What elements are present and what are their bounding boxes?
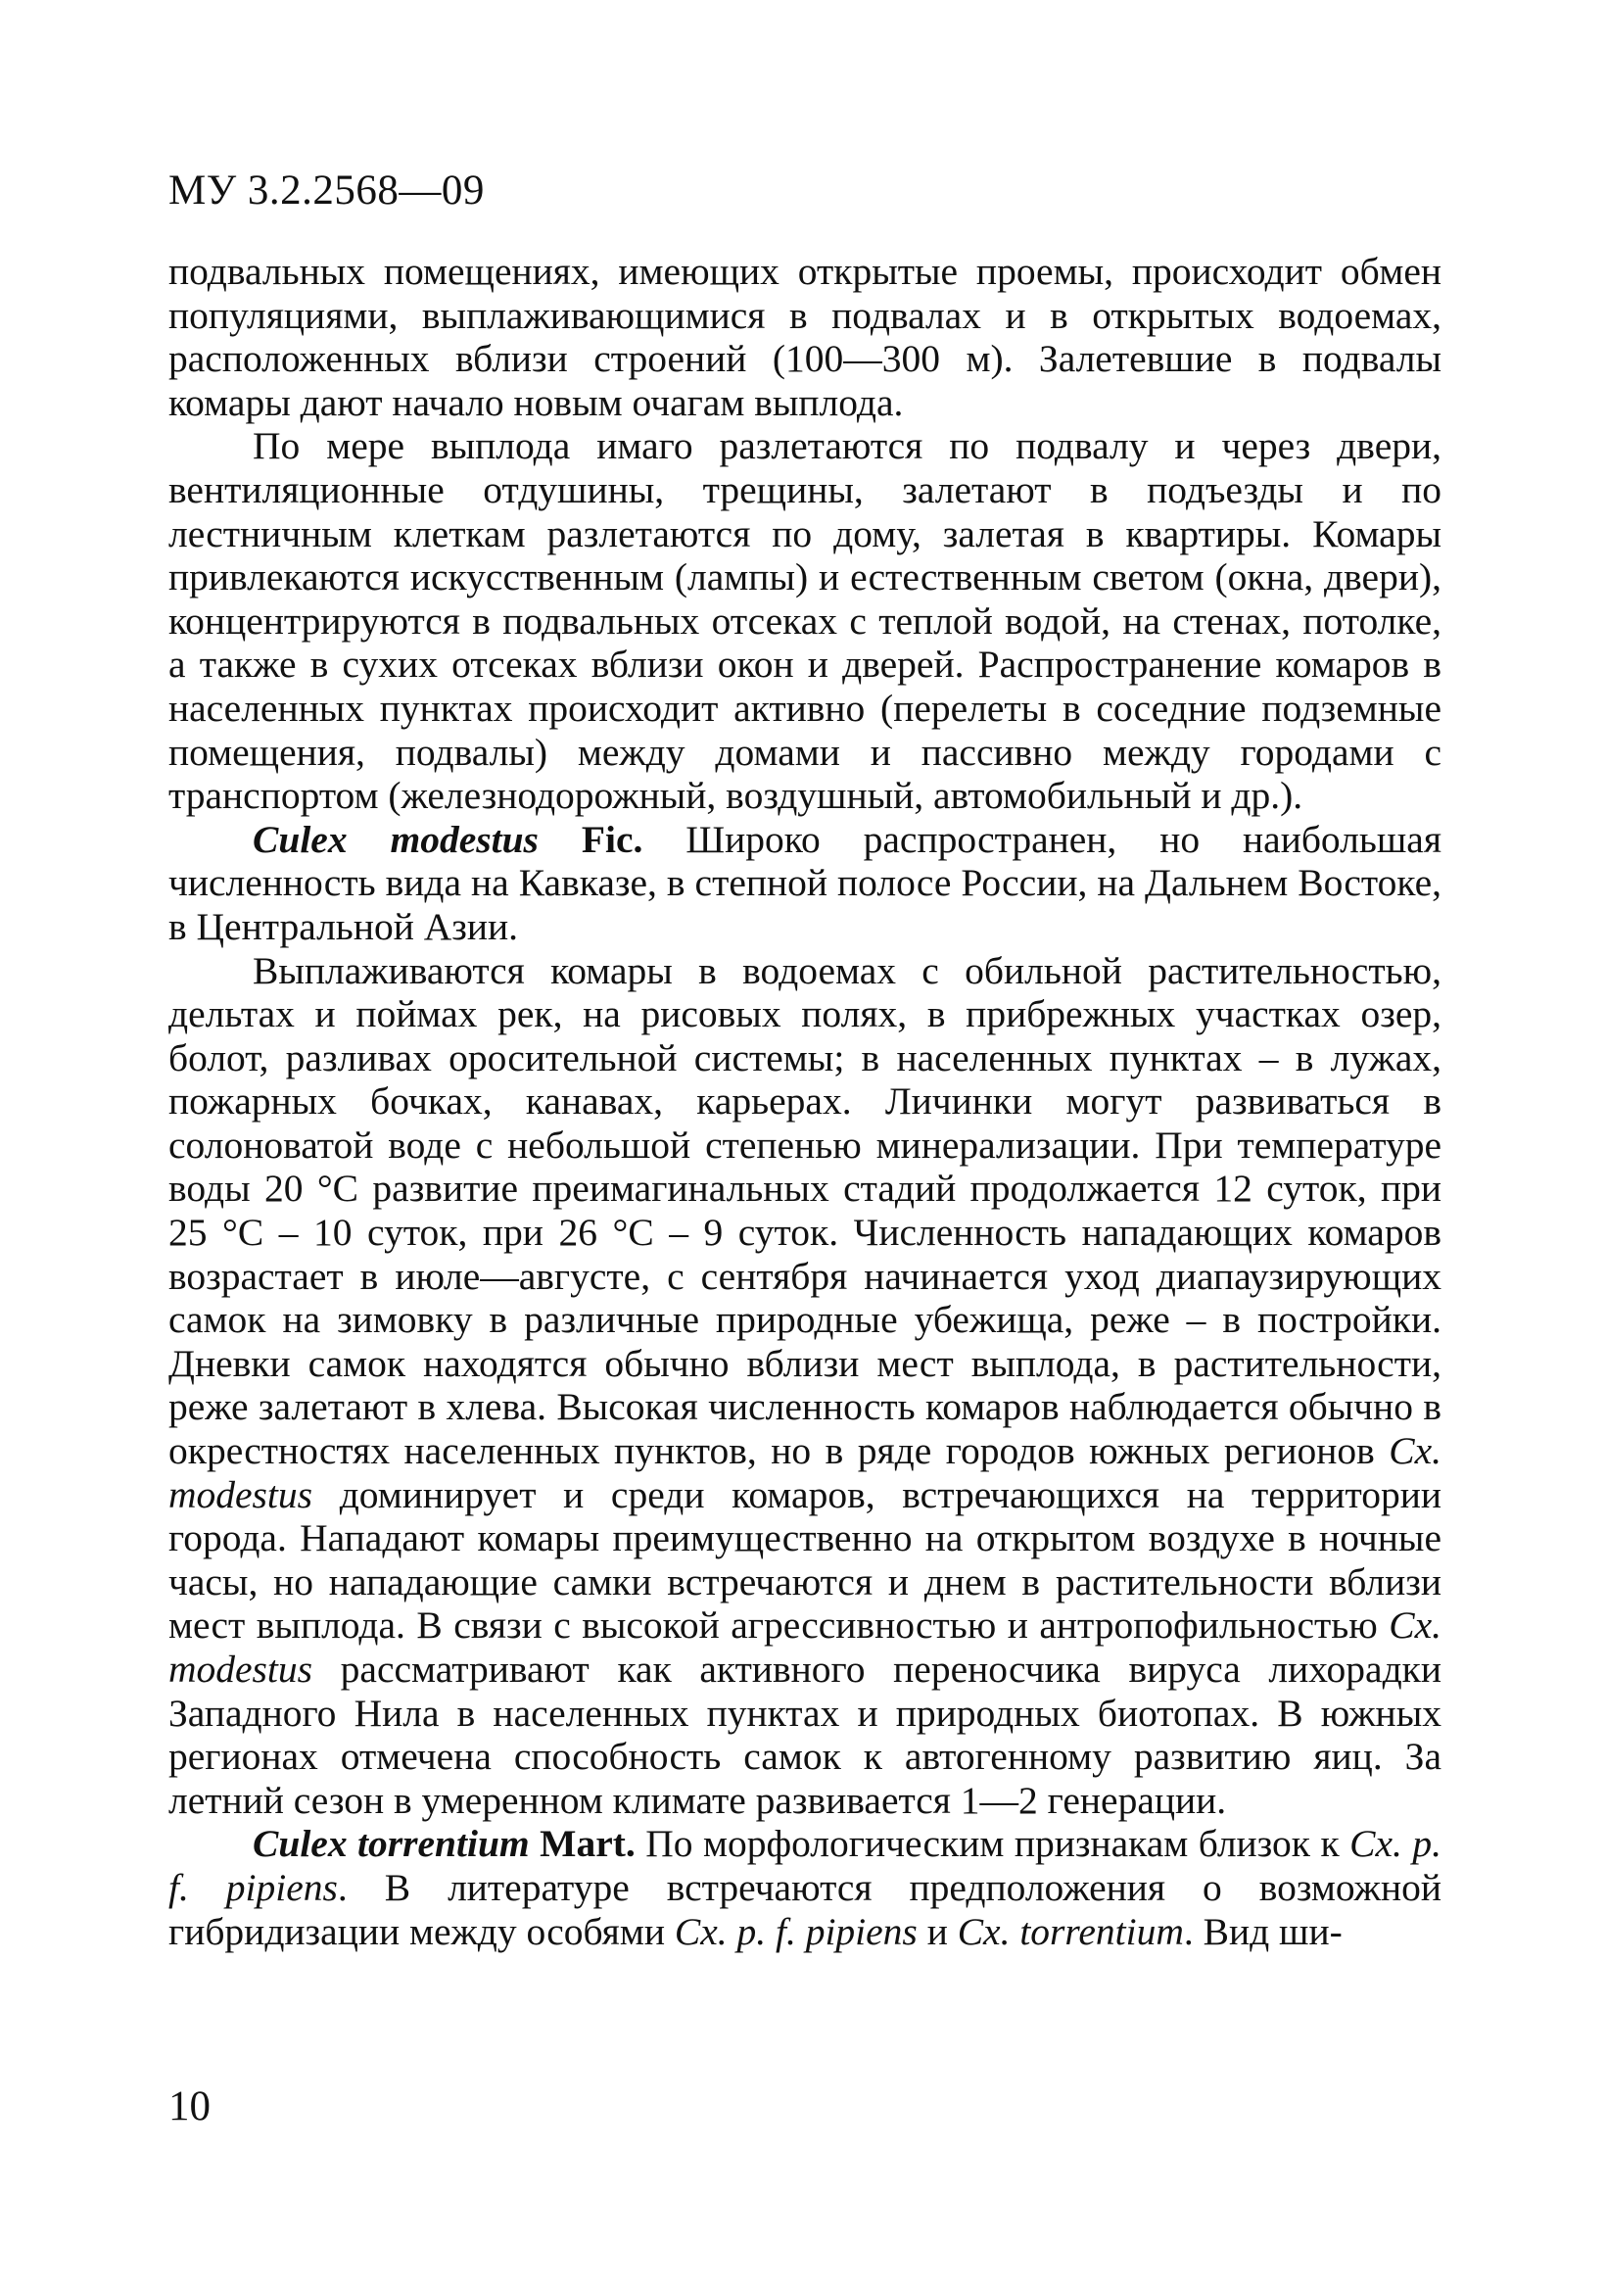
- body-text: [168, 250, 1441, 1953]
- species-author: Fic.: [581, 817, 643, 861]
- paragraph-1: подвальных помещениях, имеющих открытые проемы, происходит обмен популяциями, выплаживающимися в подвалах и в открытых водоемах, расположенных вблизи строений (100—300 м). Залетевшие в подвалы комары дают начало новым очагам выплода.: [168, 250, 1441, 424]
- paragraph-text: рассматривают как активного переносчика вируса лихорадки Западного Нила в населенных пунктах и природных биотопах. В южных регионах отмечена способность самок к автогенному развитию яиц. За летний сезон в умеренном климате развивается 1—2 генерации.: [168, 1648, 1441, 1822]
- paragraph-text: . Вид ши-: [1183, 1909, 1343, 1953]
- page-number: 10: [168, 2083, 211, 2129]
- paragraph-text: доминирует и среди комаров, встречающихся на территории города. Нападают комары преимущественно на открытом воздухе в ночные часы, но нападающие самки встречаются и днем в растительности вблизи мест выплода. В связи с высокой агрессивностью и антропофильностью: [168, 1472, 1441, 1648]
- paragraph-text: . В литературе встречаются предположения о возможной гибридизации между особями: [168, 1865, 1442, 1953]
- paragraph-text: и: [917, 1909, 958, 1953]
- paragraph-text: Выплаживаются комары в водоемах с обильной растительностью, дельтах и поймах рек, на рисовых полях, в прибрежных участках озер, болот, разливах оросительной системы; в населенных пунктах – в лужах, пожарных бочках, канавах, карьерах. Личинки могут развиваться в солоноватой воде с небольшой степенью минерализации. При температуре воды 20 °С развитие преимагинальных стадий продолжается 12 суток, при 25 °С – 10 суток, при 26 °С – 9 суток. Численность нападающих комаров возрастает в июле—августе, с сентября начинается уход диапаузирующих самок на зимовку в различные природные убежища, реже – в постройки. Дневки самок находятся обычно вблизи мест выплода, в растительности, реже залетают в хлева. Высокая численность комаров наблюдается обычно в окрестностях населенных пунктов, но в ряде городов южных регионов: [168, 948, 1441, 1473]
- species-abbrev: Cx. modestus: [168, 1429, 1441, 1516]
- paragraph-text: По морфологическим признакам близок к: [635, 1822, 1350, 1866]
- species-abbrev: Cx. torrentium: [957, 1909, 1184, 1953]
- species-author: Mart.: [540, 1822, 636, 1866]
- species-abbrev: Cx. modestus: [168, 1603, 1441, 1691]
- species-abbrev: Cx. p. f. pipiens: [168, 1822, 1441, 1909]
- paragraph-3: [168, 818, 1441, 949]
- species-name: Culex torrentium: [253, 1822, 530, 1866]
- paragraph-5: [168, 1822, 1441, 1953]
- paragraph-4: [168, 949, 1441, 1823]
- species-name: Culex modestus: [253, 817, 539, 861]
- paragraph-2: По мере выплода имаго разлетаются по подвалу и через двери, вентиляционные отдушины, трещины, залетают в подъезды и по лестничным клеткам разлетаются по дому, залетая в квартиры. Комары привлекаются искусственным (лампы) и естественным светом (окна, двери), концентрируются в подвальных отсеках с теплой водой, на стенах, потолке, а также в сухих отсеках вблизи окон и дверей. Распространение комаров в населенных пунктах происходит активно (перелеты в соседние подземные помещения, подвалы) между домами и пассивно между городами с транспортом (железнодорожный, воздушный, автомобильный и др.).: [168, 424, 1441, 818]
- document-code: МУ 3.2.2568—09: [168, 167, 485, 214]
- species-abbrev: Cx. p. f. pipiens: [674, 1909, 918, 1953]
- paragraph-text: Широко распространен, но наибольшая численность вида на Кавказе, в степной полосе России, на Дальнем Востоке, в Центральной Азии.: [168, 817, 1442, 948]
